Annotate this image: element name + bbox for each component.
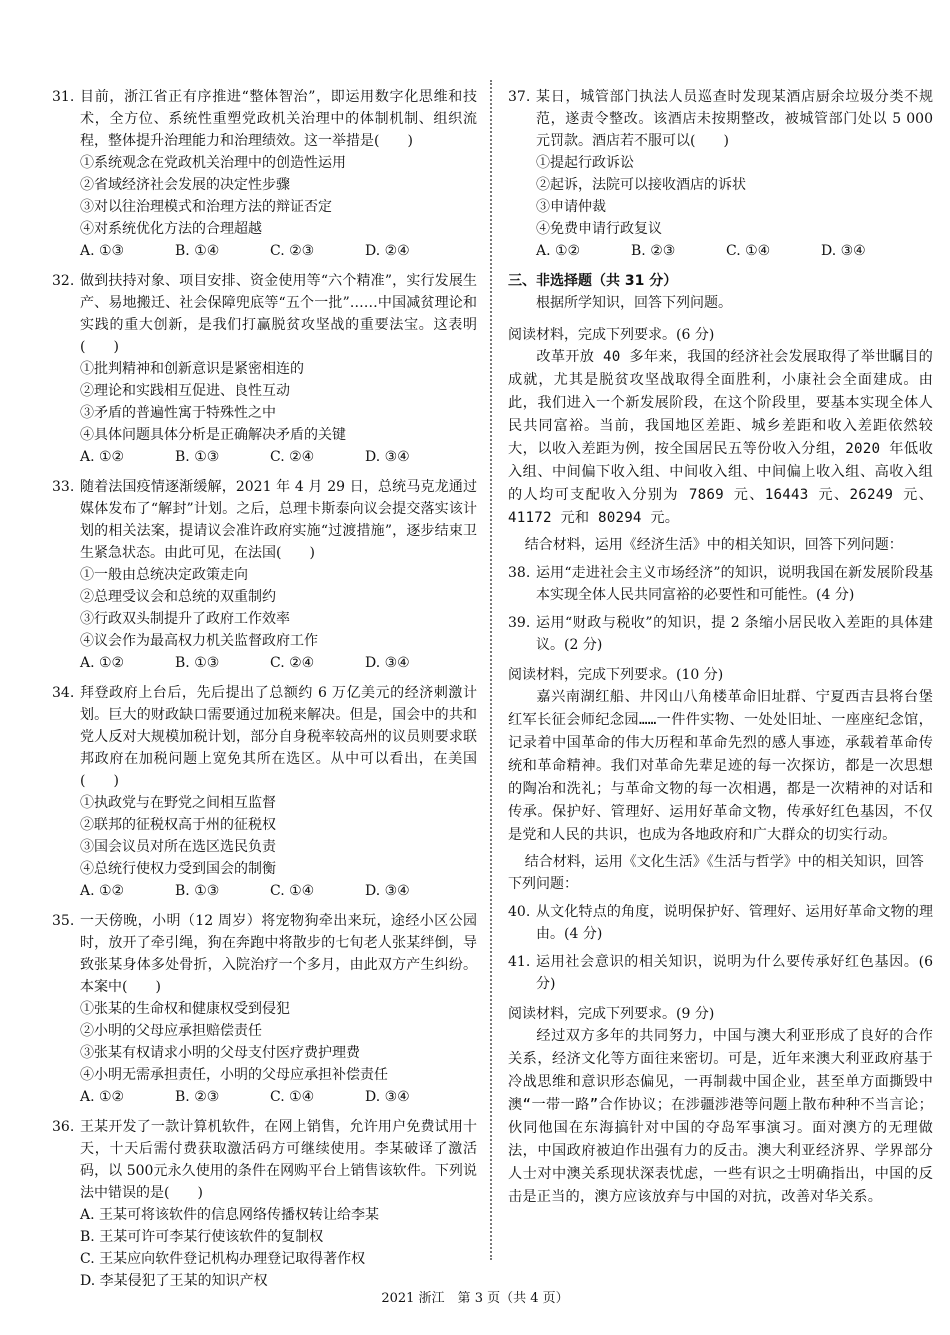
choice-a: A. ①② [80, 1089, 125, 1105]
material-prompt: 结合材料，运用《文化生活》《生活与哲学》中的相关知识，回答下列问题： [508, 854, 924, 892]
choice-b: B. ①③ [175, 655, 220, 671]
option-1: ①执政党与在野党之间相互监督 [80, 795, 276, 811]
option-4: ④具体问题具体分析是正确解决矛盾的关键 [80, 427, 346, 443]
material-text: 经过双方多年的共同努力，中国与澳大利亚形成了良好的合作关系，经济文化等方面往来密切。可是，近年来澳大利亚政府基于冷战思维和意识形态偏见，一再制裁中国企业，甚至单方面撕毁中澳“一带一路”合作协议；在涉疆涉港等问题上散布种种不当言论；伙同他国在东海搞针对中国的夺岛军事演习。面对澳方的无理做法，中国政府被迫作出强有力的反击。澳大利亚经济界、学界部分人士对中澳关系现状深表忧虑，一些有识之士明确指出，中国的反击是正当的，澳方应该放弃与中国的对抗，改善对华关系。 [508, 1028, 933, 1205]
choice-d: D. ③④ [365, 883, 410, 899]
section-instruction: 根据所学知识，回答下列问题。 [536, 295, 732, 311]
choice-a: A. ①② [80, 449, 125, 465]
option-d: D. 李某侵犯了王某的知识产权 [80, 1273, 268, 1289]
material-heading: 阅读材料，完成下列要求。(9 分) [508, 1006, 715, 1022]
question-number: 41. [508, 954, 531, 970]
choice-a: A. ①② [536, 243, 581, 259]
question-stem: 随着法国疫情逐渐缓解，2021 年 4 月 29 日，总统马克龙通过媒体发布了“解封”计划。之后，总理卡斯泰向议会提交落实该计划的相关法案，提请议会准许政府实施“过渡措施”，逐步结束卫生紧急状态。由此可见，在法国( ) [80, 479, 477, 561]
option-4: ④总统行使权力受到国会的制衡 [80, 861, 276, 877]
material-text: 改革开放 40 多年来，我国的经济社会发展取得了举世瞩目的成就，尤其是脱贫攻坚战取得全面胜利，小康社会全面建成。由此，我们进入一个新发展阶段，在这个阶段里，要基本实现全体人民共同富裕。当前，我国地区差距、城乡差距和收入差距依然较大，以收入差距为例，按全国居民五等份收入分组，2020 年低收入组、中间偏下收入组、中间收入组、中间偏上收入组、高收入组的人均可支配收入分别为 7869 元、16443 元、26249 元、41172 元和 80294 元。 [508, 349, 933, 526]
question-33 [52, 476, 477, 674]
column-divider [490, 80, 492, 1260]
option-1: ①系统观念在党政机关治理中的创造性运用 [80, 155, 346, 171]
question-40 [508, 901, 933, 945]
question-31 [52, 86, 477, 262]
question-number: 33. [52, 479, 75, 495]
option-1: ①提起行政诉讼 [536, 155, 634, 171]
question-41 [508, 951, 933, 995]
material-prompt: 结合材料，运用《经济生活》中的相关知识，回答下列问题： [524, 537, 903, 553]
material-heading: 阅读材料，完成下列要求。(6 分) [508, 327, 715, 343]
choice-a: A. ①② [80, 883, 125, 899]
section-title: 三、非选择题（共 31 分） [508, 273, 678, 289]
answer-choices [80, 240, 477, 262]
question-number: 34. [52, 685, 75, 701]
left-column [52, 86, 477, 1300]
question-number: 35. [52, 913, 75, 929]
question-stem: 做到扶持对象、项目安排、资金使用等“六个精准”，实行发展生产、易地搬迁、社会保障兜底等“五个一批”……中国减贫理论和实践的重大创新，是我们打赢脱贫攻坚战的重要法宝。这表明( ) [80, 273, 477, 355]
option-3: ③张某有权请求小明的父母支付医疗费护理费 [80, 1045, 360, 1061]
choice-b: B. ①③ [175, 883, 220, 899]
question-number: 38. [508, 565, 531, 581]
choice-d: D. ③④ [365, 1089, 410, 1105]
option-3: ③申请仲裁 [536, 199, 606, 215]
question-36 [52, 1116, 477, 1292]
option-2: ②联邦的征税权高于州的征税权 [80, 817, 276, 833]
question-number: 39. [508, 615, 531, 631]
option-1: ①张某的生命权和健康权受到侵犯 [80, 1001, 290, 1017]
option-4: ④免费申请行政复议 [536, 221, 662, 237]
right-column [508, 86, 933, 1209]
option-1: ①批判精神和创新意识是紧密相连的 [80, 361, 304, 377]
question-stem: 某日，城管部门执法人员巡查时发现某酒店厨余垃圾分类不规范，遂责令整改。该酒店未按期整改，被城管部门处以 5 000 元罚款。酒店若不服可以( ) [536, 89, 933, 149]
choice-b: B. ②③ [175, 1089, 220, 1105]
option-2: ②省域经济社会发展的决定性步骤 [80, 177, 290, 193]
material-2 [508, 664, 933, 995]
choice-c: C. ①④ [270, 1089, 315, 1105]
choice-b: B. ①③ [175, 449, 220, 465]
option-2: ②小明的父母应承担赔偿责任 [80, 1023, 262, 1039]
choice-a: A. ①② [80, 655, 125, 671]
question-39 [508, 612, 933, 656]
material-heading: 阅读材料，完成下列要求。(10 分) [508, 667, 724, 683]
option-3: ③对以往治理模式和治理方法的辩证否定 [80, 199, 332, 215]
question-text: 运用“走进社会主义市场经济”的知识，说明我国在新发展阶段基本实现全体人民共同富裕的必要性和可能性。(4 分) [536, 565, 933, 603]
question-text: 从文化特点的角度，说明保护好、管理好、运用好革命文物的理由。(4 分) [536, 904, 933, 942]
option-a: A. 王某可将该软件的信息网络传播权转让给李某 [80, 1207, 380, 1223]
question-number: 32. [52, 273, 75, 289]
question-number: 31. [52, 89, 75, 105]
option-4: ④议会作为最高权力机关监督政府工作 [80, 633, 318, 649]
question-34 [52, 682, 477, 902]
choice-c: C. ①④ [270, 883, 315, 899]
material-1 [508, 324, 933, 656]
option-2: ②总理受议会和总统的双重制约 [80, 589, 276, 605]
question-stem: 拜登政府上台后，先后提出了总额约 6 万亿美元的经济刺激计划。巨大的财政缺口需要通过加税来解决。但是，国会中的共和党人反对大规模加税计划，部分自身税率较高州的议员则要求联邦政府在加税问题上宽免其所在选区。从中可以看出，在美国( ) [80, 685, 477, 789]
answer-choices [80, 652, 477, 674]
choice-c: C. ②③ [270, 243, 315, 259]
answer-choices [80, 880, 477, 902]
question-stem: 目前，浙江省正有序推进“整体智治”，即运用数字化思维和技术，全方位、系统性重塑党政机关治理中的体制机制、组织流程，整体提升治理能力和治理绩效。这一举措是( ) [80, 89, 477, 149]
question-text: 运用“财政与税收”的知识，提 2 条缩小居民收入差距的具体建议。(2 分) [536, 615, 933, 653]
question-number: 40. [508, 904, 531, 920]
choice-d: D. ③④ [365, 655, 410, 671]
option-3: ③行政双头制提升了政府工作效率 [80, 611, 290, 627]
choice-d: D. ③④ [365, 449, 410, 465]
option-b: B. 王某可许可李某行使该软件的复制权 [80, 1229, 324, 1245]
question-38 [508, 562, 933, 606]
option-1: ①一般由总统决定政策走向 [80, 567, 248, 583]
option-3: ③国会议员对所在选区选民负责 [80, 839, 276, 855]
answer-choices [80, 446, 477, 468]
choice-b: B. ①④ [175, 243, 220, 259]
option-2: ②理论和实践相互促进、良性互动 [80, 383, 290, 399]
answer-choices [536, 240, 933, 262]
choice-d: D. ③④ [821, 243, 866, 259]
choice-c: C. ②④ [270, 449, 315, 465]
question-32 [52, 270, 477, 468]
page-footer: 2021 浙江 第 3 页（共 4 页） [381, 1291, 569, 1306]
option-2: ②起诉，法院可以接收酒店的诉状 [536, 177, 746, 193]
material-3 [508, 1003, 933, 1209]
material-text: 嘉兴南湖红船、井冈山八角楼革命旧址群、宁夏西吉县将台堡红军长征会师纪念园……一件件实物、一处处旧址、一座座纪念馆，记录着中国革命的伟大历程和革命先烈的感人事迹，承载着革命传统和革命精神。我们对革命先辈足迹的每一次探访，都是一次思想的陶冶和洗礼；与革命文物的每一次相遇，都是一次精神的对话和传承。保护好、管理好、运用好革命文物，传承好红色基因，不仅是党和人民的共识，也成为各地政府和广大群众的切实行动。 [508, 689, 933, 843]
answer-choices [80, 1086, 477, 1108]
question-number: 37. [508, 89, 531, 105]
question-text: 运用社会意识的相关知识，说明为什么要传承好红色基因。(6 分) [536, 954, 933, 992]
question-35 [52, 910, 477, 1108]
question-37 [508, 86, 933, 262]
option-4: ④对系统优化方法的合理超越 [80, 221, 262, 237]
choice-d: D. ②④ [365, 243, 410, 259]
question-stem: 王某开发了一款计算机软件，在网上销售，允许用户免费试用十天，十天后需付费获取激活码方可继续使用。李某破译了激活码，以 500元永久使用的条件在网购平台上销售该软件。下列说法中错误的是( ) [80, 1119, 477, 1201]
option-c: C. 王某应向软件登记机构办理登记取得著作权 [80, 1251, 366, 1267]
question-number: 36. [52, 1119, 75, 1135]
choice-c: C. ①④ [726, 243, 771, 259]
option-4: ④小明无需承担责任，小明的父母应承担补偿责任 [80, 1067, 388, 1083]
choice-a: A. ①③ [80, 243, 125, 259]
choice-b: B. ②③ [631, 243, 676, 259]
choice-c: C. ②④ [270, 655, 315, 671]
question-stem: 一天傍晚，小明（12 周岁）将宠物狗牵出来玩，途经小区公园时，放开了牵引绳，狗在奔跑中将散步的七旬老人张某绊倒，导致张某身体多处骨折，入院治疗一个多月，由此双方产生纠纷。本案中( ) [80, 913, 477, 995]
option-3: ③矛盾的普遍性寓于特殊性之中 [80, 405, 276, 421]
